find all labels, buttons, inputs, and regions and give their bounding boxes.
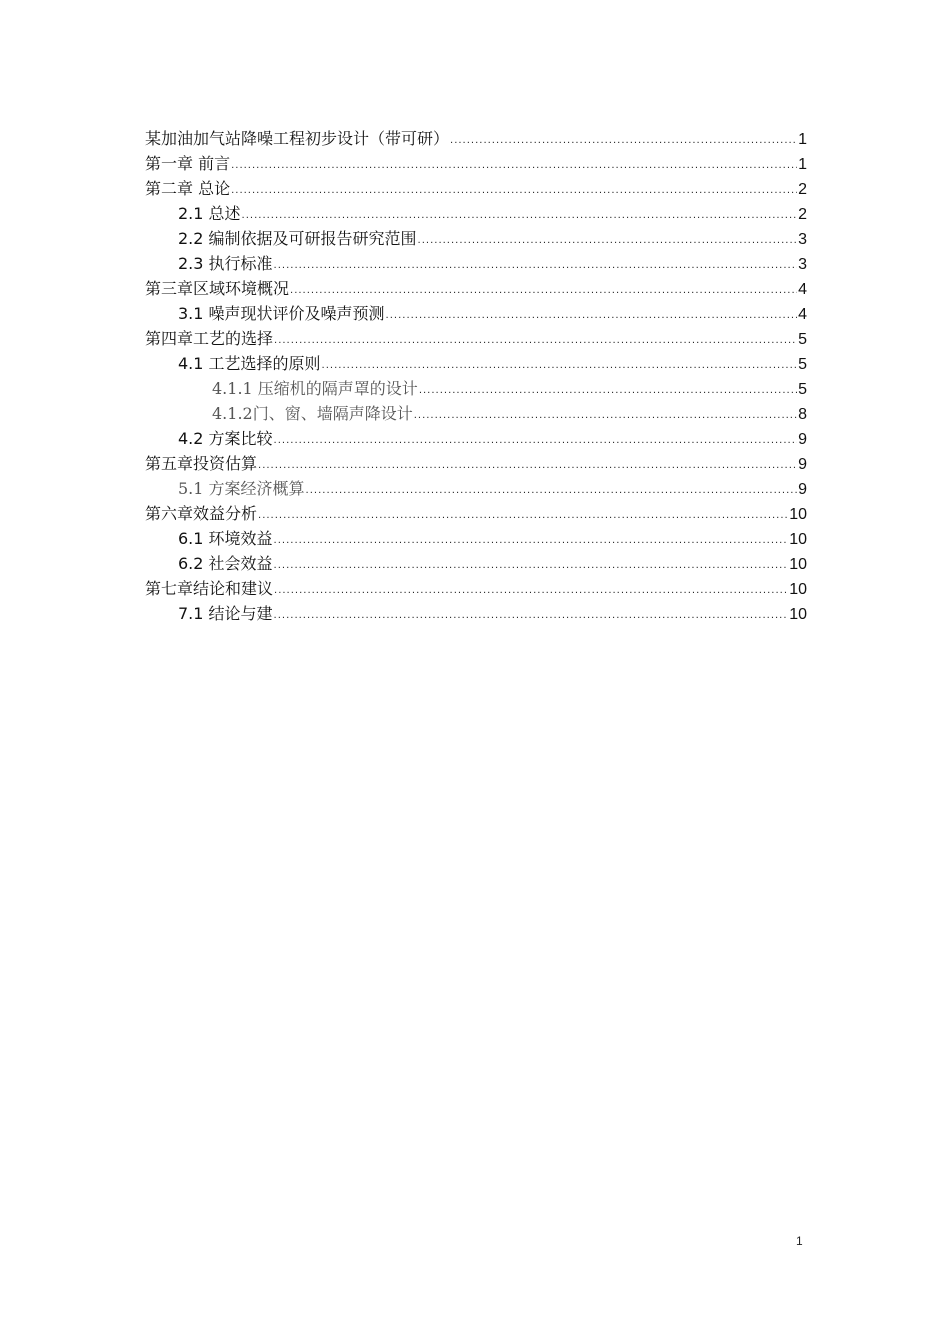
toc-entry-title: 2.3 执行标准: [178, 254, 273, 273]
toc-entry-page: 1: [798, 131, 807, 148]
toc-entry[interactable]: [145, 199, 807, 224]
toc-entry[interactable]: [145, 224, 807, 249]
toc-leader-dots: [419, 386, 797, 399]
toc-entry-title: 第二章 总论: [145, 179, 231, 198]
toc-entry-page: 9: [798, 456, 807, 473]
toc-leader-dots: [258, 511, 788, 524]
toc-entry-page: 2: [798, 206, 807, 223]
toc-entry[interactable]: [145, 399, 807, 424]
toc-entry-page: 10: [789, 581, 807, 598]
toc-entry-page: 5: [798, 381, 807, 398]
toc-leader-dots: [450, 136, 797, 149]
toc-entry-title: 第七章结论和建议: [145, 579, 274, 598]
toc-leader-dots: [274, 436, 797, 449]
toc-entry-page: 1: [798, 156, 807, 173]
toc-entry-title: 4.1 工艺选择的原则: [178, 354, 321, 373]
toc-entry-page: 8: [798, 406, 807, 423]
table-of-contents: [145, 124, 807, 624]
toc-entry[interactable]: [145, 249, 807, 274]
toc-entry[interactable]: [145, 149, 807, 174]
toc-entry-page: 10: [789, 556, 807, 573]
toc-entry-page: 9: [798, 481, 807, 498]
toc-entry-title: 4.2 方案比较: [178, 429, 273, 448]
toc-entry-title: 2.1 总述: [178, 204, 241, 223]
toc-entry-page: 5: [798, 356, 807, 373]
toc-entry[interactable]: [145, 599, 807, 624]
toc-entry-title: 第五章投资估算: [145, 454, 258, 473]
toc-leader-dots: [258, 461, 797, 474]
toc-entry-title: 3.1 噪声现状评价及噪声预测: [178, 304, 385, 323]
toc-leader-dots: [274, 561, 789, 574]
toc-entry[interactable]: [145, 374, 807, 399]
toc-leader-dots: [274, 536, 789, 549]
toc-entry-title: 第三章区域环境概况: [145, 279, 290, 298]
toc-entry-page: 4: [798, 306, 807, 323]
toc-leader-dots: [274, 261, 797, 274]
toc-entry-page: 2: [798, 181, 807, 198]
toc-leader-dots: [418, 236, 797, 249]
toc-entry[interactable]: [145, 499, 807, 524]
toc-leader-dots: [231, 161, 797, 174]
toc-entry-title: 6.2 社会效益: [178, 554, 273, 573]
toc-entry[interactable]: [145, 124, 807, 149]
toc-entry-page: 10: [789, 506, 807, 523]
toc-entry-page: 5: [798, 331, 807, 348]
toc-entry[interactable]: [145, 449, 807, 474]
toc-entry[interactable]: [145, 349, 807, 374]
toc-leader-dots: [274, 611, 789, 624]
toc-leader-dots: [414, 411, 797, 424]
toc-entry-title: 第一章 前言: [145, 154, 231, 173]
page-number: 1: [796, 1234, 803, 1248]
toc-leader-dots: [274, 586, 788, 599]
toc-entry-title: 第六章效益分析: [145, 504, 258, 523]
toc-leader-dots: [306, 486, 797, 499]
toc-entry-page: 4: [798, 281, 807, 298]
toc-leader-dots: [242, 211, 797, 224]
toc-entry[interactable]: [145, 274, 807, 299]
toc-entry-title: 4.1.2门、窗、墙隔声降设计: [212, 404, 413, 423]
toc-leader-dots: [274, 336, 797, 349]
toc-entry[interactable]: [145, 174, 807, 199]
toc-entry-title: 第四章工艺的选择: [145, 329, 274, 348]
toc-leader-dots: [231, 186, 797, 199]
toc-entry-title: 7.1 结论与建: [178, 604, 273, 623]
toc-entry[interactable]: [145, 324, 807, 349]
toc-entry-page: 9: [798, 431, 807, 448]
toc-entry-page: 10: [789, 606, 807, 623]
toc-entry[interactable]: [145, 524, 807, 549]
toc-entry-title: 6.1 环境效益: [178, 529, 273, 548]
toc-entry-title: 2.2 编制依据及可研报告研究范围: [178, 229, 417, 248]
toc-entry[interactable]: [145, 474, 807, 499]
toc-entry-title: 4.1.1 压缩机的隔声罩的设计: [212, 379, 418, 398]
toc-entry[interactable]: [145, 574, 807, 599]
toc-leader-dots: [290, 286, 797, 299]
toc-entry[interactable]: [145, 299, 807, 324]
toc-leader-dots: [386, 311, 797, 324]
toc-entry-page: 10: [789, 531, 807, 548]
toc-entry[interactable]: [145, 424, 807, 449]
toc-entry[interactable]: [145, 549, 807, 574]
toc-entry-page: 3: [798, 231, 807, 248]
toc-entry-page: 3: [798, 256, 807, 273]
toc-entry-title: 某加油加气站降噪工程初步设计（带可研）: [145, 129, 450, 148]
toc-entry-title: 5.1 方案经济概算: [178, 479, 305, 498]
toc-leader-dots: [322, 361, 797, 374]
